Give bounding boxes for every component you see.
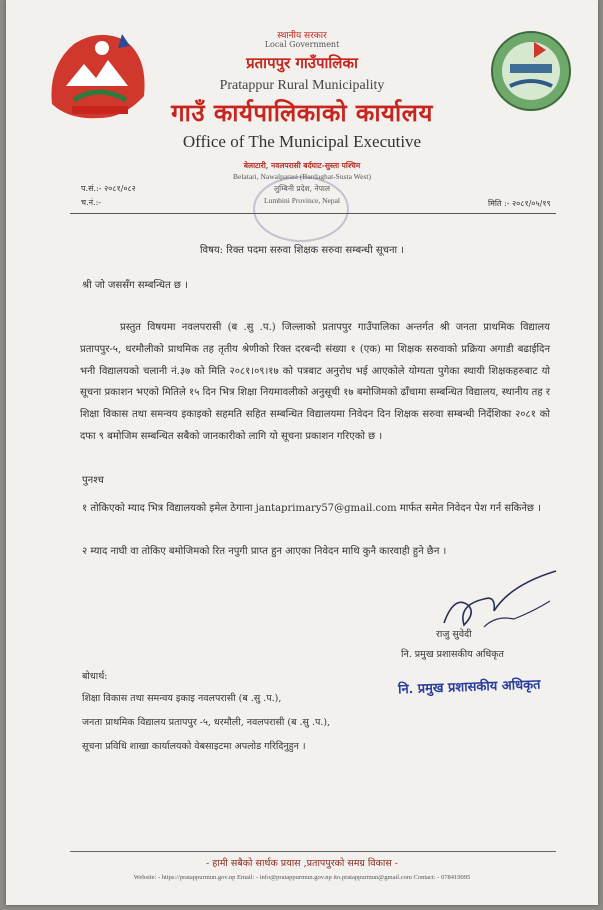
handwritten-signature — [424, 565, 564, 635]
signer-name: राजु सुवेदी — [436, 629, 472, 640]
salutation: श्री जो जससँग सम्बन्धित छ । — [82, 280, 188, 291]
office-title-en: Office of The Municipal Executive — [182, 132, 422, 151]
municipality-name-ne: प्रतापपुर गाउँपालिका — [246, 54, 358, 72]
letter-date: मिति :- २०८१/०५/१९ — [488, 199, 551, 208]
office-seal-stamp — [253, 176, 349, 242]
letter-subject: विषय: रिक्त पदमा सरुवा शिक्षक सरुवा सम्बन्धी सूचना । — [199, 245, 405, 256]
cc-item: जनता प्राथमिक विद्यालय प्रतापपुर -५, धरमौली, नवलपरासी (ब .सु .प.), — [82, 717, 331, 728]
body-paragraph: प्रस्तुत विषयमा नवलपरासी (ब .सु .प.) जिल्लाको प्रतापपुर गाउँपालिका अन्तर्गत श्री जनता प्राथमिक विद्यालय प्रतापपुर-५, धरमौलीको प्राथमिक तह तृतीय श्रेणीको रिक्त दरबन्दी संख्या १ (एक) मा शिक्षक सरुवाको प्रक्रिया अगाडी बढाईदिन भनी विद्यालयको चलानी नं.३७ को मिति २०८१।०९।१७ को पत्रबाट अनुरोध भई आएकोले योग्यता पुगेका स्थायी शिक्षकहरुबाट यो सूचना प्रकाशन भएको मितिले १५ दिन भित्र शिक्षा नियमावलीको अनुसूची १७ बमोजिमको ढाँचामा सम्बन्धित विद्यालय, स्थानीय तह र शिक्षा विकास तथा समन्वय इकाइको सहमति सहित सम्बन्धित विद्यालयमा निवेदन दिन शिक्षक सरुवा सम्बन्धी निर्देशिका २०८१ को दफा ९ बमोजिम सम्बन्धित सबैको जानकारीको लागि यो सूचना प्रकाशन गरिएको छ । — [80, 322, 550, 442]
postscript-point: २ म्याद नाघी वा तोकिए बमोजिमको रित नपुगी प्राप्त हुन आएका निवेदन माथि कुनै कारवाही हुने छैन । — [82, 546, 447, 557]
postscript-point: १ तोकिएको म्याद भित्र विद्यालयको इमेल ठेगाना jantaprimary57@gmail.com मार्फत समेत निवेदन पेश गर्न सकिनेछ । — [82, 503, 541, 514]
municipality-name-en: Pratappur Rural Municipality — [219, 78, 385, 93]
address-ne: बेलाटारी, नवलपरासी बर्दघाट-सुस्ता पश्चिम — [243, 161, 361, 170]
country-en: Lumbini Province, Nepal — [263, 196, 341, 205]
header-divider — [70, 213, 556, 214]
address-en: Belatari, Nawalparasi (Bardaghat-Susta West) — [233, 172, 371, 181]
letter-sheet — [6, 0, 598, 905]
footer-divider — [70, 851, 556, 852]
dispatch-number: च.नं.:- — [81, 198, 102, 207]
local-government-ne: स्थानीय सरकार — [277, 31, 327, 41]
signer-title: नि. प्रमुख प्रशासकीय अधिकृत — [401, 649, 504, 660]
postscript-label: पुनश्च — [82, 475, 104, 486]
cc-item: सूचना प्रविधि शाखा कार्यालयको वेबसाइटमा अपलोड गरिदिनुहुन । — [82, 741, 306, 752]
footer-contact: Website: - https://pratappurmun.gov.np Email: - info@pratappurmun.gov.np ito.pratappurmun@gmail.com Contact: - 078419095 — [133, 874, 471, 881]
official-title-stamp: नि. प्रमुख प्रशासकीय अधिकृत — [397, 677, 541, 698]
cc-item: शिक्षा विकास तथा समन्वय इकाइ नवलपरासी (ब .सु .प.), — [82, 693, 282, 704]
letter-number: प.सं.:- २०८१/०८२ — [81, 184, 136, 193]
local-government-en: Local Government — [264, 40, 340, 49]
province-ne: लुम्बिनी प्रदेश, नेपाल — [274, 184, 330, 193]
office-title-ne: गाउँ कार्यपालिकाको कार्यालय — [171, 98, 433, 127]
footer-slogan: - हामी सबैको सार्थक प्रयास ,प्रतापपुरको समग्र विकास - — [206, 858, 398, 869]
cc-label: बोधार्थ: — [82, 671, 108, 682]
